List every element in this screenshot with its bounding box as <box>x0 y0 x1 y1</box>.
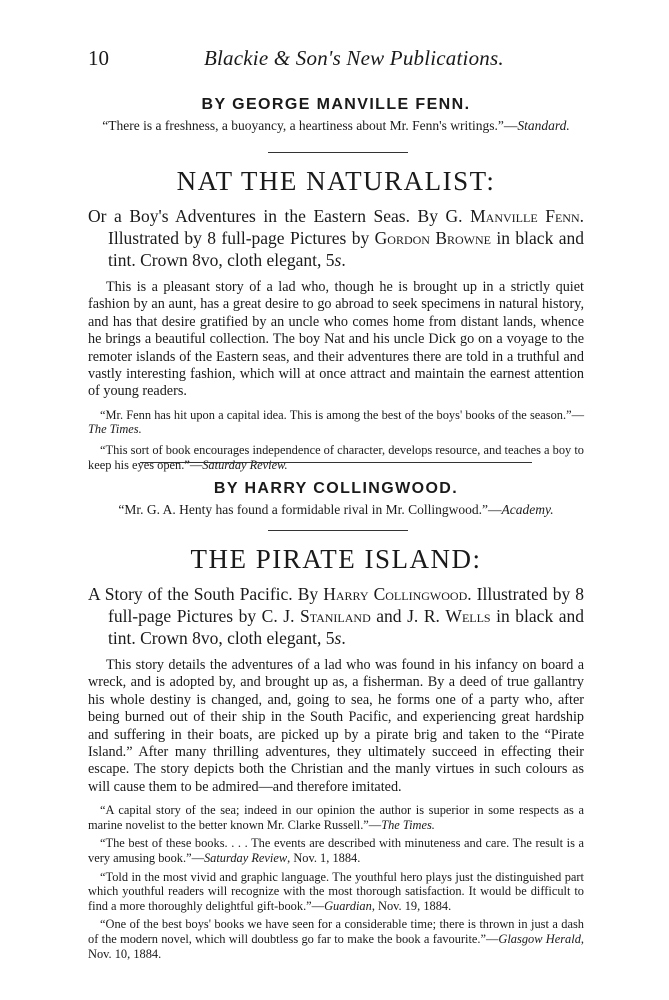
section-divider <box>140 462 532 463</box>
page-header <box>88 46 584 76</box>
quote-source: Standard. <box>517 118 570 133</box>
author-praise-quote <box>88 502 584 518</box>
illustrator-name: Staniland <box>299 606 371 626</box>
author-byline: BY GEORGE MANVILLE FENN. <box>201 96 471 113</box>
illustrator-name: Wells <box>445 606 491 626</box>
section-divider <box>268 530 408 531</box>
book-title: THE PIRATE ISLAND: <box>190 544 482 574</box>
book-description: Or a Boy's Adventures in the Eastern Seas. By G. Manville Fenn. Illustrated by 8 full-page Pictures by Gordon Browne in black and tint. Crown 8vo, cloth elegant, 5s. <box>88 206 584 270</box>
quote-text: “There is a freshness, a buoyancy, a heartiness about Mr. Fenn's writings.”— <box>102 118 518 133</box>
page-number: 10 <box>88 46 109 70</box>
author-name: Harry Collingwood <box>323 584 468 604</box>
illustrator-name: Gordon Browne <box>374 228 492 248</box>
review-quote: “The best of these books. . . . The events are described with minuteness and care. The result is a very amusing book.”—Saturday Review, Nov. 1, 1884. <box>88 836 584 866</box>
book-description: A Story of the South Pacific. By Harry Collingwood. Illustrated by 8 full-page Pictures by C. J. Staniland and J. R. Wells in black and tint. Crown 8vo, cloth elegant, 5s. <box>88 584 585 648</box>
review-quote: “This sort of book encourages independence of character, develops resource, and teaches a boy to keep his eyes open.”—Saturday Review. <box>88 443 584 472</box>
author-praise-quote <box>88 118 584 134</box>
author-name: Manville Fenn <box>470 206 580 226</box>
author-byline: BY HARRY COLLINGWOOD. <box>213 480 459 497</box>
author-section-collingwood <box>88 480 584 518</box>
review-quote: “A capital story of the sea; indeed in our opinion the author is superior in some respects as a marine novelist to the better known Mr. Clarke Russell.”—The Times. <box>88 803 584 832</box>
book-entry-nat <box>88 166 584 472</box>
book-synopsis: This story details the adventures of a lad who was found in his infancy on board a wreck, and is adopted by, and brought up as, a fisherman. By a deed of true gallantry his whole destiny is changed, and, going to sea, he forms one of a party who, after being burned out of their ship in the South Pacific, and experiencing great hardship and suffering in their boats, are picked up by a pirate brig and taken to the “Pirate Island.” After many thrilling adventures, they ultimately succeed in effecting their escape. The story depicts both the Christian and the manly virtues in such colours as will cause them to be admired—and therefore imitated. <box>88 657 584 795</box>
review-quote: “Mr. Fenn has hit upon a capital idea. This is among the best of the boys' books of the season.”—The Times. <box>88 407 584 437</box>
running-title: Blackie & Son's New Publications. <box>204 46 504 70</box>
review-quote: “Told in the most vivid and graphic language. The youthful hero plays just the distinguished part which youthful readers will recognize with the most thorough satisfaction. It would be difficult to find a more thoroughly delightful gift-book.”—Guardian, Nov. 19, 1884. <box>88 869 584 913</box>
book-title: NAT THE NATURALIST: <box>176 166 496 196</box>
review-quote: “One of the best boys' books we have seen for a considerable time; there is thrown in just a dash of the modern novel, which will doubtless go far to make the book a favourite.”—Glasgow Herald, Nov. 10, 1884. <box>88 917 584 961</box>
book-synopsis: This is a pleasant story of a lad who, though he is brought up in a strictly quiet fashion by an aunt, has a great desire to go abroad to seek specimens in natural history, and has that desire gratified by an uncle who comes home from distant lands, whence he brings a beautiful collection. The boy Nat and his uncle Dick go on a voyage to the remoter islands of the Eastern seas, and their adventures there are told in a truthful and vastly interesting fashion, which will at once attract and maintain the earnest attention of young readers. <box>88 279 584 400</box>
quote-source: Academy. <box>501 502 554 517</box>
quote-text: “Mr. G. A. Henty has found a formidable rival in Mr. Collingwood.”— <box>118 502 502 517</box>
section-divider <box>268 152 408 153</box>
book-entry-pirate-island <box>88 544 584 961</box>
author-section-fenn <box>88 96 584 134</box>
